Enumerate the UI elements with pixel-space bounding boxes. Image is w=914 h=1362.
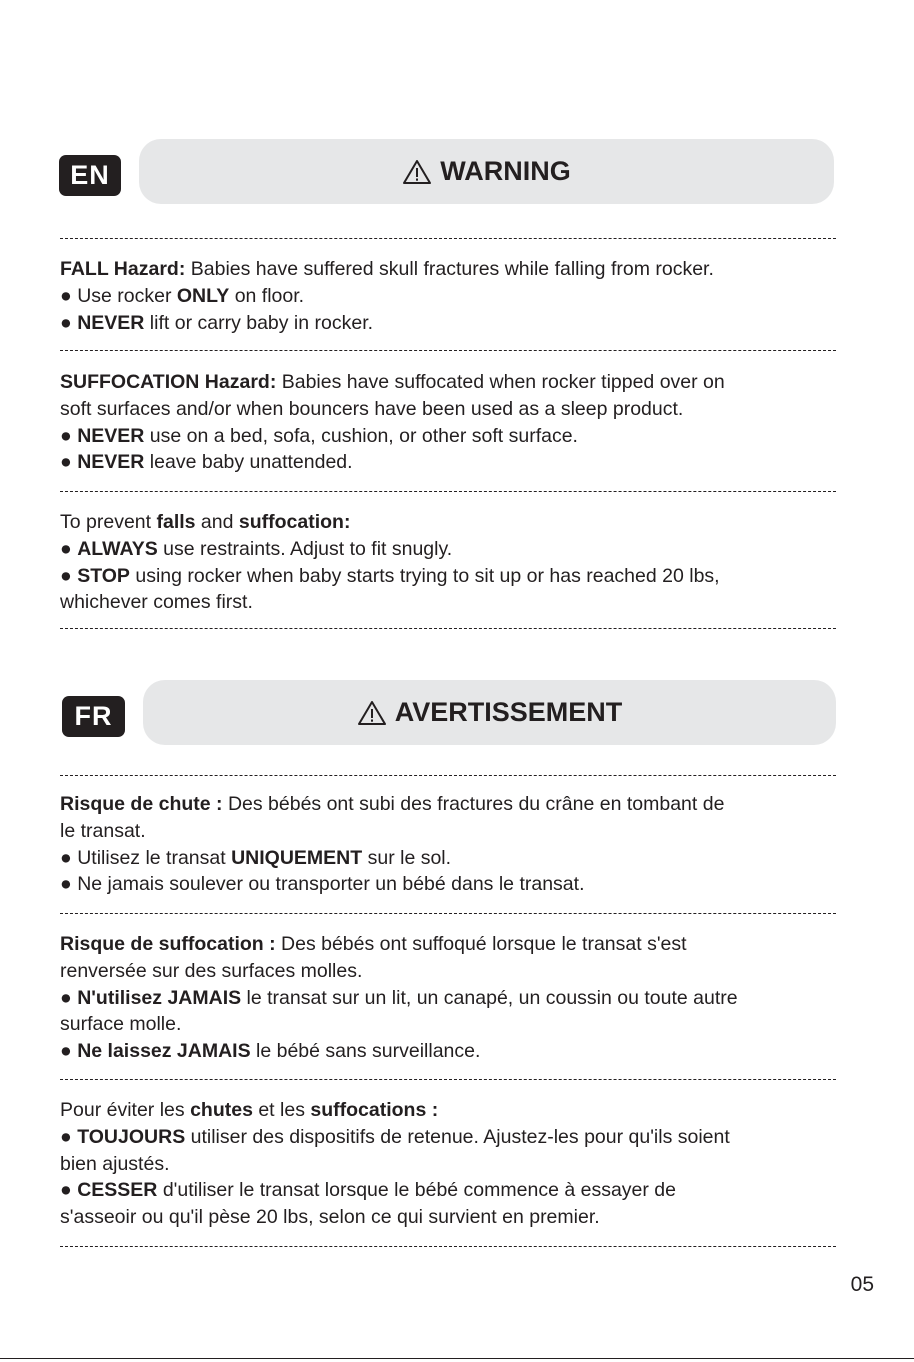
fr-fall-hazard-text-line2: le transat. <box>60 819 146 842</box>
prevent-text: To prevent <box>60 511 157 533</box>
bullet-emphasis: NEVER <box>77 451 145 474</box>
fr-suffocation-hazard-title: Risque de suffocation : <box>60 933 276 955</box>
bullet-text-line2: surface molle. <box>60 1013 182 1036</box>
language-badge-en: EN <box>59 155 121 196</box>
dashed-divider <box>60 1079 836 1080</box>
bullet-emphasis: N'utilisez JAMAIS <box>77 986 242 1009</box>
prevent-text: et les <box>252 1099 311 1121</box>
fr-fall-hazard-title: Risque de chute : <box>60 793 223 815</box>
prevent-emphasis: suffocations : <box>310 1099 439 1121</box>
en-fall-hazard <box>60 256 850 336</box>
dashed-divider <box>60 350 836 351</box>
avertissement-banner-title: AVERTISSEMENT <box>394 697 623 727</box>
suffocation-hazard-title: SUFFOCATION Hazard: <box>60 371 277 393</box>
dashed-divider <box>60 775 836 776</box>
bullet-text: ● Ne jamais soulever ou transporter un bébé dans le transat. <box>60 873 585 896</box>
warning-triangle-icon <box>357 700 387 726</box>
fall-hazard-text: Babies have suffered skull fractures while falling from rocker. <box>185 258 714 280</box>
bullet-text: use restraints. Adjust to fit snugly. <box>157 537 453 560</box>
dashed-divider <box>60 491 836 492</box>
bullet-text: ● <box>60 537 78 560</box>
bullet-text: le transat sur un lit, un canapé, un coussin ou toute autre <box>241 986 738 1009</box>
bullet-emphasis: CESSER <box>77 1179 158 1202</box>
bullet-text: d'utiliser le transat lorsque le bébé commence à essayer de <box>157 1179 676 1202</box>
prevent-emphasis: suffocation: <box>238 511 351 533</box>
bullet-text: ● <box>60 424 78 447</box>
bullet-emphasis: TOUJOURS <box>77 1125 186 1148</box>
prevent-text: Pour éviter les <box>60 1099 191 1121</box>
fr-fall-hazard <box>60 791 850 898</box>
bottom-rule <box>0 1358 914 1359</box>
bullet-emphasis: NEVER <box>77 424 145 447</box>
suffocation-hazard-text: Babies have suffocated when rocker tipped over on <box>276 371 725 393</box>
bullet-text: use on a bed, sofa, cushion, or other soft surface. <box>144 424 578 447</box>
fr-suffocation-hazard-text-line2: renversée sur des surfaces molles. <box>60 959 363 982</box>
language-badge-fr: FR <box>62 696 125 737</box>
fr-prevention <box>60 1097 850 1231</box>
bullet-text: ● <box>60 451 78 474</box>
bullet-text: ● <box>60 1179 78 1202</box>
warning-banner-title: WARNING <box>440 156 571 186</box>
bullet-emphasis: STOP <box>77 564 130 587</box>
bullet-text: ● <box>60 1125 78 1148</box>
prevent-emphasis: chutes <box>190 1099 253 1121</box>
bullet-text: lift or carry baby in rocker. <box>144 311 374 334</box>
fr-suffocation-hazard <box>60 931 850 1065</box>
bullet-emphasis: ONLY <box>176 284 230 307</box>
fr-fall-hazard-text: Des bébés ont subi des fractures du crâne en tombant de <box>222 793 725 815</box>
warning-triangle-icon <box>402 159 432 185</box>
bullet-text: sur le sol. <box>362 846 452 869</box>
bullet-text-line2: s'asseoir ou qu'il pèse 20 lbs, selon ce qui survient en premier. <box>60 1206 600 1229</box>
bullet-text-line2: bien ajustés. <box>60 1152 170 1175</box>
prevent-emphasis: falls <box>156 511 196 533</box>
dashed-divider <box>60 238 836 239</box>
bullet-text: ● Utilisez le transat <box>60 846 232 869</box>
bullet-text: on floor. <box>229 284 305 307</box>
warning-banner <box>139 139 834 204</box>
dashed-divider <box>60 913 836 914</box>
fall-hazard-title: FALL Hazard: <box>60 258 186 280</box>
en-prevention <box>60 509 850 616</box>
bullet-text: ● <box>60 564 78 587</box>
avertissement-banner <box>143 680 836 745</box>
bullet-text: ● <box>60 986 78 1009</box>
bullet-text: ● <box>60 1040 78 1063</box>
bullet-text: ● <box>60 311 78 334</box>
bullet-text-line2: whichever comes first. <box>60 591 253 614</box>
bullet-text: utiliser des dispositifs de retenue. Ajustez-les pour qu'ils soient <box>185 1125 730 1148</box>
page-number: 05 <box>850 1273 874 1296</box>
prevent-text: and <box>195 511 239 533</box>
bullet-text: ● Use rocker <box>60 284 177 307</box>
dashed-divider <box>60 1246 836 1247</box>
bullet-emphasis: ALWAYS <box>77 537 158 560</box>
dashed-divider <box>60 628 836 629</box>
bullet-text: le bébé sans surveillance. <box>250 1040 481 1063</box>
suffocation-hazard-text-line2: soft surfaces and/or when bouncers have been used as a sleep product. <box>60 397 684 420</box>
bullet-emphasis: Ne laissez JAMAIS <box>77 1040 251 1063</box>
bullet-text: using rocker when baby starts trying to sit up or has reached 20 lbs, <box>129 564 720 587</box>
bullet-text: leave baby unattended. <box>144 451 353 474</box>
bullet-emphasis: UNIQUEMENT <box>231 846 363 869</box>
en-suffocation-hazard <box>60 369 850 476</box>
fr-suffocation-hazard-text: Des bébés ont suffoqué lorsque le transat s'est <box>275 933 687 955</box>
bullet-emphasis: NEVER <box>77 311 145 334</box>
